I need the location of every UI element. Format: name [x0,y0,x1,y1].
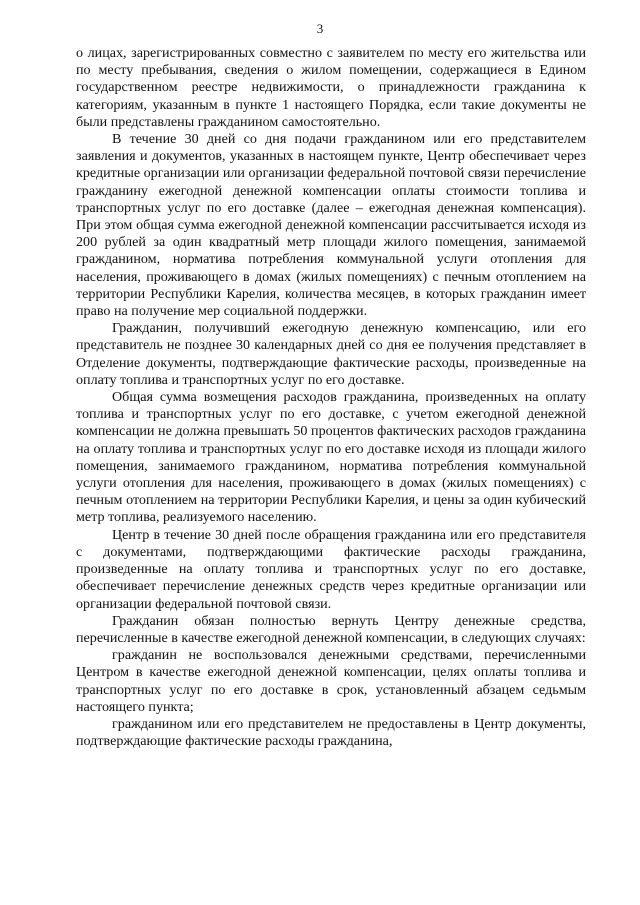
page-number: 3 [316,21,324,36]
paragraph-refund-case-no-documents: гражданином или его представителем не предоставлены в Центр документы, подтверждающие фактические расходы гражданина, [76,715,586,750]
paragraph-refund-case-unused: гражданин не воспользовался денежными средствами, перечисленными Центром в качестве ежегодной денежной компенсации, целях оплаты топлива и транспортных услуг по его доставке в срок, установленный абзацем седьмым настоящего пункта; [76,647,586,715]
document-body [76,45,586,750]
paragraph-refund-obligation: Гражданин обязан полностью вернуть Центру денежные средства, перечисленные в качестве ежегодной денежной компенсации, в следующих случаях: [76,612,586,646]
paragraph-reimbursement-limit: Общая сумма возмещения расходов гражданина, произведенных на оплату топлива и транспортных услуг по его доставке, с учетом ежегодной денежной компенсации не должна превышать 50 процентов фактических расходов гражданина на оплату топлива и транспортных услуг по его доставке исходя из площади жилого помещения, занимаемого гражданином, норматива потребления коммунальной услуги отопления для населения, проживающего в домах (жилых помещениях) с печным отоплением на территории Республики Карелия, и цены за один кубический метр топлива, реализуемого населению. [76,389,586,526]
paragraph-expense-documents: Гражданин, получивший ежегодную денежную компенсацию, или его представитель не позднее 30 календарных дней со дня ее получения представляет в Отделение документы, подтверждающие фактические расходы, произведенные на оплату топлива и транспортных услуг по его доставке. [76,320,586,388]
paragraph-continuation: о лицах, зарегистрированных совместно с заявителем по месту его жительства или по месту пребывания, сведения о жилом помещении, содержащиеся в Едином государственном реестре недвижимости, о принадлежности гражданина к категориям, указанным в пункте 1 настоящего Порядка, если такие документы не были представлены гражданином самостоятельно. [76,45,586,130]
paragraph-payment-term: В течение 30 дней со дня подачи гражданином или его представителем заявления и документов, указанных в настоящем пункте, Центр обеспечивает через кредитные организации или организации федеральной почтовой связи перечисление гражданину ежегодной денежной компенсации оплаты стоимости топлива и транспортных услуг по его доставке (далее – ежегодная денежная компенсация). При этом общая сумма ежегодной денежной компенсации рассчитывается исходя из 200 рублей за один квадратный метр площади жилого помещения, занимаемой гражданином, норматива потребления коммунальной услуги отопления для населения, проживающего в домах (жилых помещениях) с печным отоплением на территории Республики Карелия, количества месяцев, в которых гражданин имеет право на получение мер социальной поддержки. [76,131,586,320]
paragraph-center-transfer: Центр в течение 30 дней после обращения гражданина или его представителя с документами, подтверждающими фактические расходы гражданина, произведенные на оплату топлива и транспортных услуг по его доставке, обеспечивает перечисление денежных средств через кредитные организации или организации федеральной почтовой связи. [76,526,586,612]
